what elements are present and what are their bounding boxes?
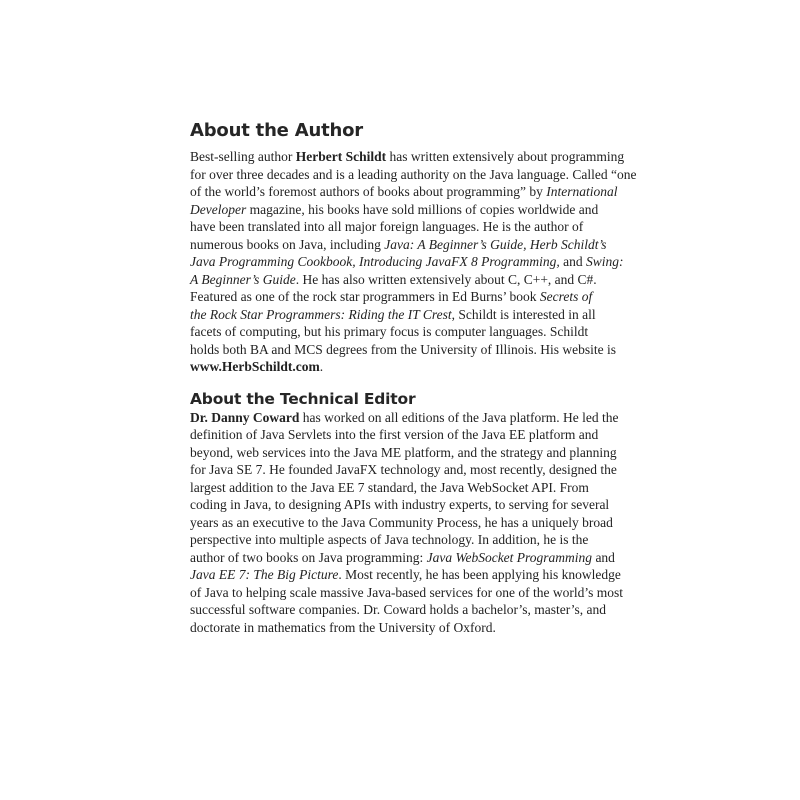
text-line (190, 584, 690, 602)
text-run: . Most recently, he has been applying his knowledge (338, 567, 621, 582)
text-line (190, 271, 690, 289)
author-heading: About the Author (190, 120, 363, 141)
text-line (190, 253, 690, 271)
text-line (190, 549, 690, 567)
text-run: numerous books on Java, including (190, 236, 385, 252)
italic-run: Swing: (585, 254, 624, 269)
text-line (190, 619, 690, 637)
text-line (190, 201, 690, 219)
text-run: magazine, his books have sold millions of copies worldwide and (246, 201, 599, 217)
text-line (190, 306, 690, 324)
text-line (190, 236, 690, 254)
text-run: for over three decades and is a leading authority on the Java language. Called “one (190, 166, 637, 182)
text-run: beyond, web services into the Java ME platform, and the strategy and planning (190, 444, 617, 460)
italic-run: Java WebSocket Programming (426, 549, 593, 565)
page-content (190, 118, 690, 636)
text-run: Best-selling author (190, 149, 296, 164)
text-run: facets of computing, but his primary focus is computer languages. Schildt (190, 324, 589, 339)
text-line (190, 323, 690, 341)
text-line (190, 531, 690, 549)
text-run: . (319, 359, 324, 374)
text-run: author of two books on Java programming: (190, 549, 427, 565)
bold-run: www.HerbSchildt.com (190, 359, 320, 374)
italic-run: Java EE 7: The Big Picture (190, 567, 339, 582)
text-run: Featured as one of the rock star programmers in Ed Burns’ book (190, 289, 540, 304)
italic-run: Developer (190, 201, 247, 217)
text-run: successful software companies. Dr. Coward holds a bachelor’s, master’s, and (190, 602, 607, 617)
text-line (190, 288, 690, 306)
editor-heading: About the Technical Editor (190, 389, 416, 408)
text-line (190, 601, 690, 619)
text-run: for Java SE 7. He founded JavaFX technology and, most recently, designed the (190, 462, 617, 477)
text-line (190, 409, 690, 427)
text-run: . He has also written extensively about C, C++, and C#. (295, 271, 597, 287)
text-run: perspective into multiple aspects of Java technology. In addition, he is the (190, 532, 589, 547)
text-run: has worked on all editions of the Java platform. He led the (299, 409, 619, 425)
text-line (190, 358, 690, 376)
text-line (190, 566, 690, 584)
bold-run: Herbert Schildt (295, 149, 387, 164)
text-line (190, 218, 690, 236)
italic-run: International (546, 184, 618, 199)
text-run: holds both BA and MCS degrees from the University of Illinois. His website is (190, 341, 616, 357)
text-line (190, 166, 690, 184)
author-bio (190, 148, 690, 376)
italic-run: Java Programming Cookbook, Introducing JavaFX 8 Programming, (190, 254, 560, 269)
text-line (190, 183, 690, 201)
text-run: and (592, 549, 615, 565)
text-line (190, 426, 690, 444)
text-run: of Java to helping scale massive Java-based services for one of the world’s most (190, 584, 624, 600)
text-run: have been translated into all major foreign languages. He is the author of (190, 219, 584, 234)
italic-run: A Beginner’s Guide (190, 271, 296, 287)
text-line (190, 444, 690, 462)
italic-run: the Rock Star Programmers: Riding the IT Crest (190, 306, 452, 322)
italic-run: Java: A Beginner’s Guide, Herb Schildt’s (384, 236, 607, 252)
text-run: , Schildt is interested in all (451, 306, 596, 322)
text-line (190, 148, 690, 166)
text-run: definition of Java Servlets into the first version of the Java EE platform and (190, 427, 599, 442)
text-run: of the world’s foremost authors of books about programming” by (190, 184, 547, 199)
text-line (190, 496, 690, 514)
text-run: coding in Java, to designing APIs with industry experts, to serving for several (190, 497, 610, 512)
italic-run: Secrets of (539, 289, 593, 304)
text-run: years as an executive to the Java Community Process, he has a uniquely broad (190, 514, 613, 530)
text-run: and (559, 254, 586, 269)
text-line (190, 514, 690, 532)
text-run: has written extensively about programming (386, 149, 625, 164)
text-run: doctorate in mathematics from the University of Oxford. (190, 619, 496, 635)
text-line (190, 461, 690, 479)
text-line (190, 341, 690, 359)
text-run: largest addition to the Java EE 7 standard, the Java WebSocket API. From (190, 479, 589, 495)
bold-run: Dr. Danny Coward (190, 409, 300, 425)
editor-bio (190, 409, 690, 637)
text-line (190, 479, 690, 497)
